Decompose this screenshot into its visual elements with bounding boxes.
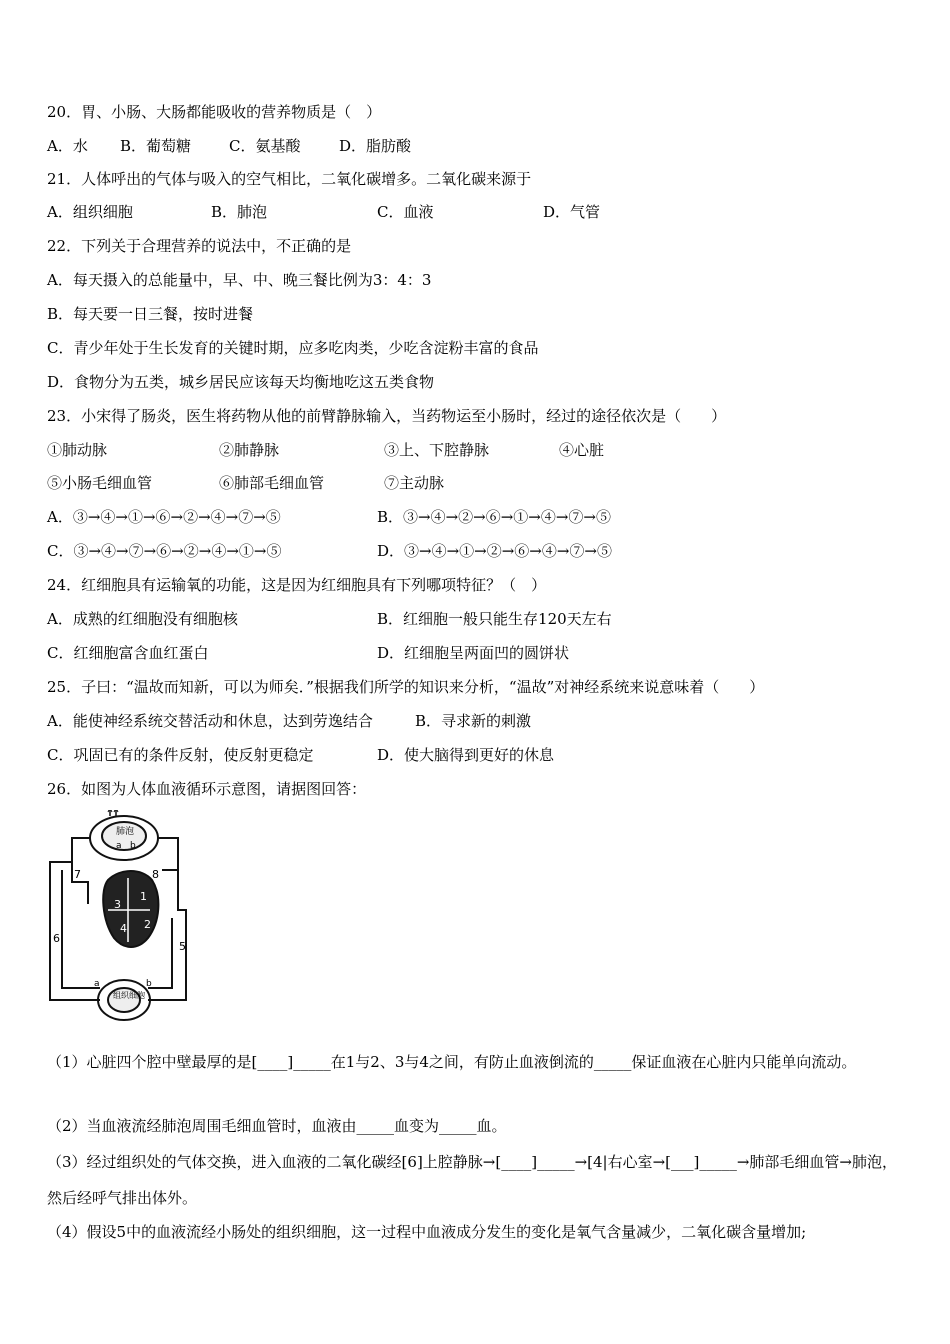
q23-option-a: A．③→④→①→⑥→②→④→⑦→⑤ — [47, 508, 281, 526]
q24-option-b: B．红细胞一般只能生存120天左右 — [377, 610, 612, 628]
q23-item-6: ⑥肺部毛细血管 — [219, 474, 325, 492]
q25-option-d: D．使大脑得到更好的休息 — [377, 746, 555, 764]
vessel-number-7: 7 — [74, 868, 81, 881]
q26-sub1: （1）心脏四个腔中壁最厚的是[____]_____在1与2、3与4之间，有防止血液倒流的_____保证血液在心脏内只能单向流动。 — [47, 1053, 857, 1071]
letter-a-top: a — [116, 841, 122, 851]
vessel-number-8: 8 — [152, 868, 159, 881]
vessel-number-5: 5 — [179, 940, 186, 953]
q22-option-d: D．食物分为五类，城乡居民应该每天均衡地吃这五类食物 — [47, 373, 435, 391]
q24-stem: 24．红细胞具有运输氧的功能，这是因为红细胞具有下列哪项特征？（ ） — [47, 576, 547, 594]
q21-option-b: B．肺泡 — [211, 203, 268, 221]
letter-b-bottom: b — [146, 979, 152, 989]
vessel-number-6: 6 — [53, 932, 60, 945]
letter-a-bottom: a — [94, 979, 100, 989]
q25-stem: 25．子曰：“温故而知新，可以为师矣．”根据我们所学的知识来分析，“温故”对神经系统来说意味着（ ） — [47, 678, 765, 696]
q21-stem: 21．人体呼出的气体与吸入的空气相比，二氧化碳增多。二氧化碳来源于 — [47, 170, 532, 188]
q23-item-3: ③上、下腔静脉 — [384, 441, 490, 459]
q20-option-b: B．葡萄糖 — [120, 137, 192, 155]
q22-option-b: B．每天要一日三餐，按时进餐 — [47, 305, 254, 323]
q26-sub2: （2）当血液流经肺泡周围毛细血管时，血液由_____血变为_____血。 — [47, 1117, 507, 1135]
q23-item-7: ⑦主动脉 — [384, 474, 445, 492]
q23-item-4: ④心脏 — [559, 441, 605, 459]
q26-sub4: （4）假设5中的血液流经小肠处的组织细胞，这一过程中血液成分发生的变化是氧气含量减少，二氧化碳含量增加; — [47, 1223, 807, 1241]
blood-circulation-diagram — [44, 810, 204, 1035]
heart-number-1: 1 — [140, 890, 147, 903]
q26-sub3: （3）经过组织处的气体交换，进入血液的二氧化碳经[6]上腔静脉→[____]_____→[4|右心室→[___]_____→肺部毛细血管→肺泡，然后经呼气排出体外。 — [47, 1153, 897, 1207]
heart-number-2: 2 — [144, 918, 151, 931]
q24-option-a: A．成熟的红细胞没有细胞核 — [47, 610, 238, 628]
q20-option-d: D．脂肪酸 — [339, 137, 412, 155]
q22-stem: 22．下列关于合理营养的说法中，不正确的是 — [47, 237, 352, 255]
q23-option-c: C．③→④→⑦→⑥→②→④→①→⑤ — [47, 542, 282, 560]
heart-number-4: 4 — [120, 922, 127, 935]
q21-option-c: C．血液 — [377, 203, 434, 221]
q22-option-a: A．每天摄入的总能量中，早、中、晚三餐比例为3：4：3 — [47, 271, 432, 289]
q23-stem: 23．小宋得了肠炎，医生将药物从他的前臂静脉输入，当药物运至小肠时，经过的途径依次是（ ） — [47, 407, 727, 425]
q23-item-5: ⑤小肠毛细血管 — [47, 474, 153, 492]
q24-option-d: D．红细胞呈两面凹的圆饼状 — [377, 644, 570, 662]
q23-option-d: D．③→④→①→②→⑥→④→⑦→⑤ — [377, 542, 613, 560]
letter-b-top: b — [130, 841, 136, 851]
tissue-cell-label: 组织细胞 — [113, 991, 145, 1000]
q25-option-a: A．能使神经系统交替活动和休息，达到劳逸结合 — [47, 712, 373, 730]
heart-number-3: 3 — [114, 898, 121, 911]
q23-item-2: ②肺静脉 — [219, 441, 280, 459]
q22-option-c: C．青少年处于生长发育的关键时期，应多吃肉类，少吃含淀粉丰富的食品 — [47, 339, 539, 357]
heart-figure — [103, 871, 158, 947]
q23-option-b: B．③→④→②→⑥→①→④→⑦→⑤ — [377, 508, 612, 526]
q24-option-c: C．红细胞富含血红蛋白 — [47, 644, 209, 662]
q21-option-a: A．组织细胞 — [47, 203, 133, 221]
q25-option-b: B．寻求新的刺激 — [415, 712, 532, 730]
q20-option-a: A．水 — [47, 137, 88, 155]
q23-item-1: ①肺动脉 — [47, 441, 108, 459]
q25-option-c: C．巩固已有的条件反射，使反射更稳定 — [47, 746, 314, 764]
tissue-cell-figure — [98, 980, 150, 1020]
alveolus-label: 肺泡 — [116, 827, 135, 837]
q20-option-c: C．氨基酸 — [229, 137, 301, 155]
q21-option-d: D．气管 — [543, 203, 601, 221]
q20-stem: 20．胃、小肠、大肠都能吸收的营养物质是（ ） — [47, 103, 382, 121]
q26-stem: 26．如图为人体血液循环示意图，请据图回答： — [47, 780, 367, 798]
